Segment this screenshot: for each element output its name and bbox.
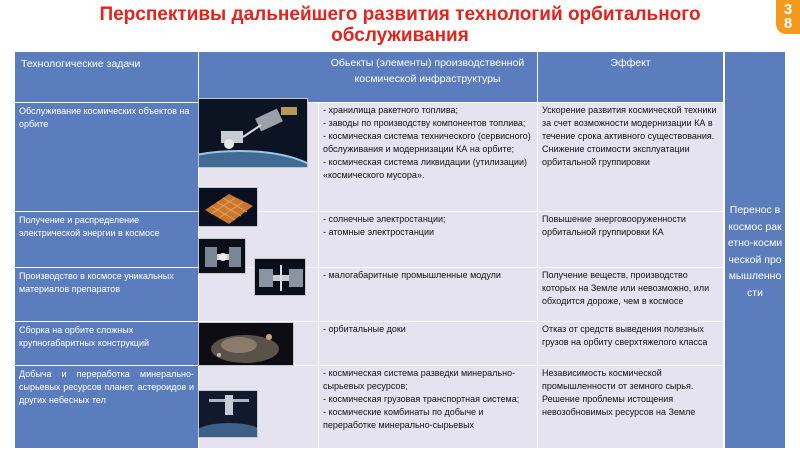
solar-array-photo bbox=[198, 187, 258, 227]
effect-item: Отказ от средств выведения полезных грузов на орбиту сверхтяжелого класса bbox=[542, 324, 708, 347]
objects-cell bbox=[319, 322, 537, 365]
effect-cell bbox=[538, 103, 723, 211]
objects-cell bbox=[319, 212, 537, 267]
header-tasks bbox=[15, 52, 198, 102]
header-objects-label: Обьекты (элементы) производственной космической инфраструктуры bbox=[330, 57, 525, 85]
effect-item: Ускорение развития космической техники за счет возможности модернизации КА в течение срока активного существования. bbox=[542, 105, 717, 141]
side-column bbox=[725, 52, 785, 448]
task-cell: Обслуживание космических объектов на орбите bbox=[15, 103, 198, 211]
slide-number-badge: 3 8 bbox=[776, 0, 800, 34]
side-column-text: Перенос в космос ракетно-космической промышленности bbox=[727, 204, 783, 299]
objects-cell bbox=[319, 268, 537, 321]
task-cell: Получение и распределение электрической энергии в космосе bbox=[15, 212, 198, 267]
object-item: - малогабаритные промышленные модули bbox=[323, 270, 501, 280]
objects-cell bbox=[319, 103, 537, 211]
satellite-servicing-photo bbox=[198, 98, 308, 168]
object-item: - атомные электростанции bbox=[323, 227, 434, 237]
space-station-photo-2 bbox=[254, 258, 306, 296]
effect-cell bbox=[538, 212, 723, 267]
object-item: - орбитальные доки bbox=[323, 324, 406, 334]
space-station-photo bbox=[198, 238, 246, 274]
effect-item: Независимость космической промышленности от земного сырья. bbox=[542, 368, 694, 391]
object-item: - космическая система ликвидации (утилизации) «космического мусора». bbox=[323, 157, 527, 180]
task-cell: Сборка на орбите сложных крупногабаритных конструкций bbox=[15, 322, 198, 365]
header-objects bbox=[199, 52, 318, 102]
header-effect bbox=[538, 52, 723, 102]
objects-cell bbox=[319, 366, 537, 448]
effect-cell bbox=[538, 268, 723, 321]
object-item: - солнечные электростанции; bbox=[323, 214, 446, 224]
orbital-dock-photo bbox=[198, 322, 294, 366]
header-effect-label: Эффект bbox=[610, 57, 651, 69]
page-title: Перспективы дальнейшего развития технологий орбитального обслуживания bbox=[99, 4, 701, 46]
technology-table bbox=[15, 52, 723, 448]
asteroid-mining-photo bbox=[198, 390, 258, 438]
effect-item: Решение проблемы истощения невозобновимых ресурсов на Земле bbox=[542, 394, 696, 417]
object-item: - космическая система технического (сервисного) обслуживания и модернизации КА на орбите; bbox=[323, 131, 531, 154]
object-item: - заводы по производству компонентов топлива; bbox=[323, 118, 526, 128]
task-cell: Добыча и переработка минерально-сырьевых ресурсов планет, астероидов и других небесных тел bbox=[15, 366, 198, 448]
object-item: - космическая грузовая транспортная система; bbox=[323, 394, 520, 404]
effect-cell bbox=[538, 322, 723, 365]
task-cell: Производство в космосе уникальных материалов препаратов bbox=[15, 268, 198, 321]
object-item: - космические комбинаты по добыче и переработке минерально-сырьевых bbox=[323, 407, 484, 430]
object-item: - хранилища ракетного топлива; bbox=[323, 105, 459, 115]
header-tasks-label: Технологические задачи bbox=[21, 58, 141, 70]
effect-item: Снижение стоимости эксплуатации орбитальной группировки bbox=[542, 144, 690, 167]
header-objects-text bbox=[318, 52, 537, 102]
effect-cell bbox=[538, 366, 723, 448]
object-item: - космическая система разведки минерально-сырьевых ресурсов; bbox=[323, 368, 516, 391]
effect-item: Повышение энерговооруженности орбитальной группировки КА bbox=[542, 214, 686, 237]
effect-item: Получение веществ, производство которых на Земле или невозможно, или обходится дороже, чем в космосе bbox=[542, 270, 710, 306]
